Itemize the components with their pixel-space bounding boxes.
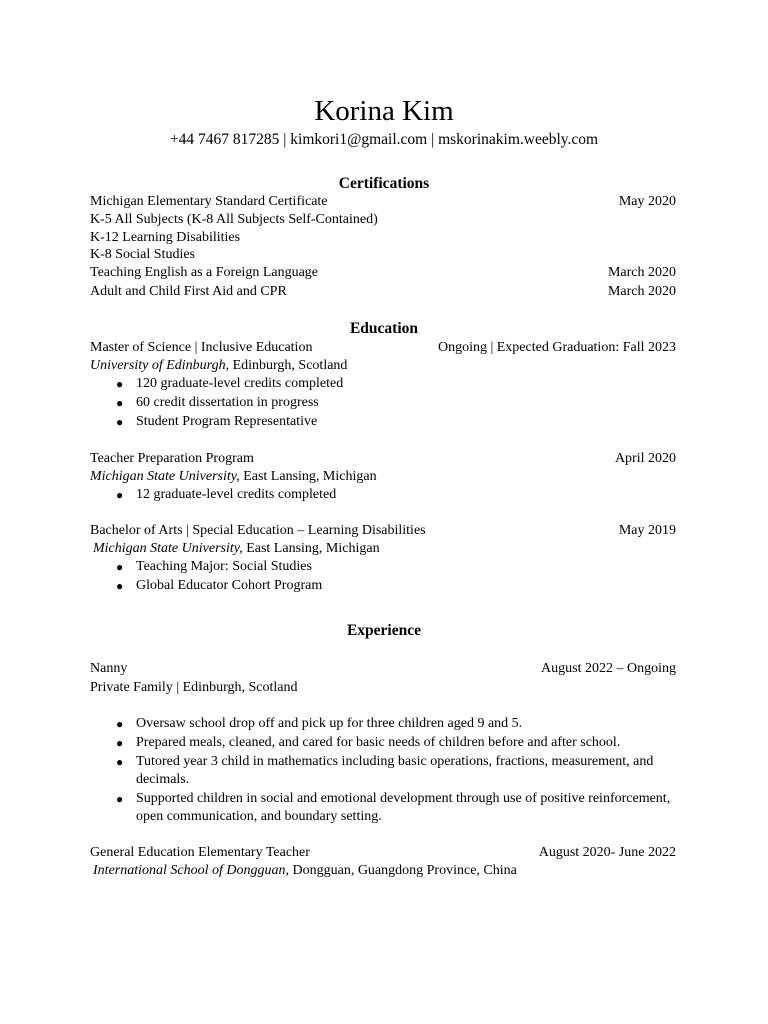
bullet-item: ● Oversaw school drop off and pick up for three children aged 9 and 5. xyxy=(116,716,523,731)
bullet-item: ● 120 graduate-level credits completed xyxy=(116,376,344,391)
certification-name: K-12 Learning Disabilities xyxy=(90,230,241,245)
degree-title: Teacher Preparation Program xyxy=(90,451,254,466)
employer-row xyxy=(90,678,676,697)
degree-bullet-list xyxy=(112,375,672,432)
bullet-item: ● Supported children in social and emotional development through use of positive reinforcement, open communication, and boundary setting. xyxy=(116,791,671,824)
education-heading: Education xyxy=(349,320,419,337)
bullet-icon: ● xyxy=(116,717,124,731)
certification-row xyxy=(90,263,676,282)
degree-title: Master of Science | Inclusive Education xyxy=(90,340,313,355)
degree-row xyxy=(90,338,676,357)
bullet-item: ● Student Program Representative xyxy=(116,414,318,429)
degree-row xyxy=(90,449,676,468)
institution-row xyxy=(90,356,676,375)
degree-date: May 2019 xyxy=(618,523,676,538)
certification-date: March 2020 xyxy=(607,284,676,299)
institution-location: Dongguan, Guangdong Province, China xyxy=(289,863,517,878)
job-bullet-list xyxy=(112,715,672,827)
degree-bullet-list xyxy=(112,558,672,596)
institution-row xyxy=(90,467,676,486)
bullet-icon: ● xyxy=(116,579,124,593)
job-title: General Education Elementary Teacher xyxy=(90,845,310,860)
job-row xyxy=(90,659,676,678)
job-date: August 2020- June 2022 xyxy=(538,845,676,860)
bullet-icon: ● xyxy=(116,488,124,502)
bullet-item: ● Prepared meals, cleaned, and cared for basic needs of children before and after school. xyxy=(116,735,621,750)
institution-row xyxy=(90,539,676,558)
institution-location: East Lansing, Michigan xyxy=(239,469,377,484)
bullet-icon: ● xyxy=(116,792,124,806)
job-row xyxy=(90,843,676,862)
certification-date: May 2020 xyxy=(618,194,676,209)
employer-name: Private Family | Edinburgh, Scotland xyxy=(90,680,298,695)
job-date: August 2022 – Ongoing xyxy=(541,661,676,676)
institution-location: East Lansing, Michigan xyxy=(242,541,380,556)
resume-name: Korina Kim xyxy=(314,95,454,127)
bullet-item: ● Teaching Major: Social Studies xyxy=(116,559,312,574)
institution-location: Edinburgh, Scotland xyxy=(229,358,348,373)
certification-name: Adult and Child First Aid and CPR xyxy=(90,284,287,299)
institution-row xyxy=(90,861,676,880)
certification-row xyxy=(90,282,676,301)
certification-row xyxy=(90,210,676,229)
degree-row xyxy=(90,521,676,540)
bullet-icon: ● xyxy=(116,755,124,769)
bullet-icon: ● xyxy=(116,377,124,391)
degree-date: April 2020 xyxy=(614,451,676,466)
institution-name: University of Edinburgh, xyxy=(90,358,230,373)
bullet-item: ● Global Educator Cohort Program xyxy=(116,578,323,593)
certification-name: Michigan Elementary Standard Certificate xyxy=(90,194,328,209)
certification-row xyxy=(90,192,676,211)
institution-name: Michigan State University, xyxy=(93,541,243,556)
certification-row xyxy=(90,245,676,264)
contact-line: +44 7467 817285 | kimkori1@gmail.com | mskorinakim.weebly.com xyxy=(169,131,599,148)
certifications-heading: Certifications xyxy=(338,175,430,192)
bullet-icon: ● xyxy=(116,396,124,410)
degree-date: Ongoing | Expected Graduation: Fall 2023 xyxy=(437,340,676,355)
bullet-icon: ● xyxy=(116,415,124,429)
bullet-item: ● 12 graduate-level credits completed xyxy=(116,487,337,502)
degree-bullet-list xyxy=(112,486,672,505)
bullet-icon: ● xyxy=(116,560,124,574)
certification-name: K-8 Social Studies xyxy=(90,247,195,262)
institution-name: International School of Dongguan, xyxy=(93,863,289,878)
bullet-item: ● Tutored year 3 child in mathematics including basic operations, fractions, measurement, and decimals. xyxy=(116,754,654,787)
experience-heading: Experience xyxy=(346,622,422,639)
bullet-icon: ● xyxy=(116,736,124,750)
certification-date: March 2020 xyxy=(607,265,676,280)
certification-name: K-5 All Subjects (K-8 All Subjects Self-Contained) xyxy=(90,212,378,227)
degree-title: Bachelor of Arts | Special Education – Learning Disabilities xyxy=(90,523,426,538)
institution-name: Michigan State University, xyxy=(90,469,240,484)
certification-name: Teaching English as a Foreign Language xyxy=(90,265,319,280)
bullet-item: ● 60 credit dissertation in progress xyxy=(116,395,319,410)
job-title: Nanny xyxy=(90,661,128,676)
